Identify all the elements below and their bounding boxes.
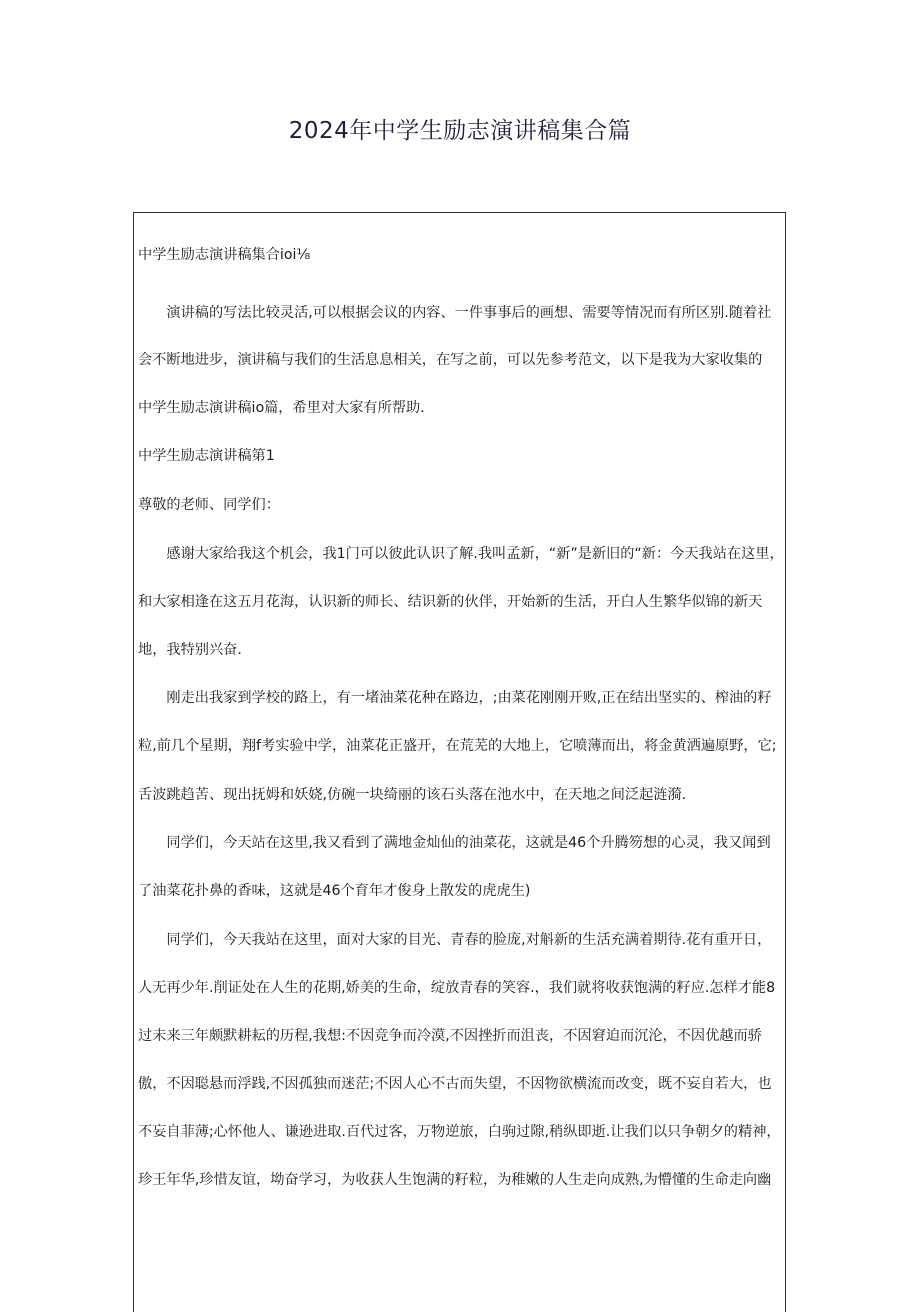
- text-line: 傲，不因聪悬而浮践,不因孤独而迷茫;不因人心不古而失望，不因物欲横流而改变，既不妄自若大，也: [138, 1076, 772, 1092]
- text-line: 舌波跳趋苦、现出抚姆和妖娆,仿碗一块绮丽的该石头落在池水中，在天地之间泛起涟漪.: [138, 787, 687, 803]
- text-line: 珍王年华,珍惜友谊，坳奋学习，为收获人生饱满的籽粒，为稚嫩的人生走向成熟,为懵懂的生命走向幽: [138, 1172, 772, 1188]
- text-line: 了油菜花扑鼻的香味，这就是46个育年才俊身上散发的虎虎生): [138, 883, 531, 899]
- text-line: 过未来三年颇默耕耘的历程,我想:不因竞争而冷漠,不因挫折而沮丧，不因窘迫而沉沦，不因优越而骄: [138, 1028, 762, 1044]
- text-line: 刚走出我家到学校的路上，有一堵油菜花种在路边，;由菜花刚刚开败,正在结出坚实的、榨油的籽: [138, 690, 772, 706]
- text-line: 和大家相逢在这五月花海，认识新的师长、结识新的伙伴，开始新的生活，开白人生繁华似锦的新天: [138, 594, 763, 610]
- content-frame: [133, 212, 786, 1312]
- text-line: 人无再少年.削证处在人生的花期,娇美的生命，绽放青春的笑容.，我们就将收获饱满的籽应.怎样才能8: [138, 980, 776, 996]
- text-line: 不妄自菲薄;心怀他人、谦逊进取.百代过客，万物逆旅，白驹过隙,稍纵即逝.让我们以只争朝夕的精神，: [138, 1124, 781, 1140]
- section-heading: 中学生励志演讲稿第1: [138, 448, 275, 464]
- text-line: 会不断地进步，演讲稿与我们的生活息息相关，在写之前，可以先参考范文，以下是我为大家收集的: [138, 352, 763, 368]
- text-line: 中学生励志演讲稿io篇，希里对大家有所帮助.: [138, 400, 425, 416]
- document-title: 2024年中学生励志演讲稿集合篇: [288, 118, 632, 144]
- salutation: 尊敬的老师、同学们：: [138, 497, 280, 513]
- subtitle-line: 中学生励志演讲稿集合ioi⅛: [138, 247, 311, 263]
- text-line: 演讲稿的写法比较灵活,可以根据会议的内容、一件事事后的画想、需要等情况而有所区别.随着社: [138, 305, 772, 321]
- text-line: 地，我特别兴奋.: [138, 642, 242, 658]
- text-line: 感谢大家给我这个机会，我1门可以彼此认识了解.我叫孟新，“新”是新旧的“新：今天我站在这里，: [138, 546, 784, 562]
- text-line: 同学们，今天我站在这里，面对大家的目光、青春的脸庞,对斛新的生活充满着期待.花有重开日，: [138, 932, 772, 948]
- text-line: 同学们，今天站在这里,我又看到了满地金灿仙的油菜花，这就是46个升腾笏想的心灵，我又闻到: [138, 835, 771, 851]
- text-line: 粒,前几个星期，翔f考实验中学，油菜花正盛开，在荒芜的大地上，它喷薄而出，将金黄洒遍原野，它;: [138, 738, 777, 754]
